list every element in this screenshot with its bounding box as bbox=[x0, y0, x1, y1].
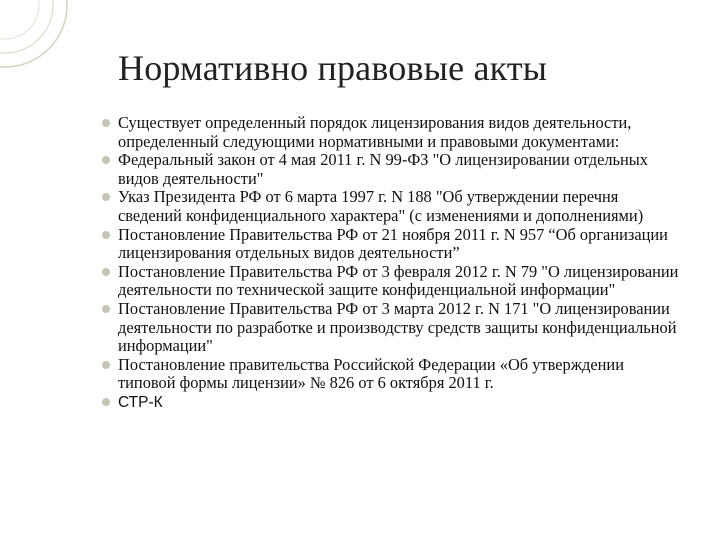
bullet-icon bbox=[102, 156, 110, 164]
bullet-icon bbox=[102, 305, 110, 313]
slide-title: Нормативно правовые акты bbox=[118, 48, 548, 88]
bullet-icon bbox=[102, 193, 110, 201]
bullet-text: Постановление Правительства РФ от 3 марта 2012 г. N 171 "О лицензировании деятельности по разработке и производству средств защиты конфиденциальной информации" bbox=[118, 298, 677, 356]
bullet-text: Постановление Правительства РФ от 3 февраля 2012 г. N 79 "О лицензировании деятельности по технической защите конфиденциальной информации" bbox=[118, 261, 679, 300]
bullet-text: Существует определенный порядок лицензирования видов деятельности, определенный следующими нормативными и правовыми документами: bbox=[118, 113, 632, 151]
bullet-item bbox=[100, 356, 680, 393]
bullet-icon bbox=[102, 119, 110, 127]
deco-ring-mid bbox=[0, 0, 53, 53]
bullet-icon bbox=[102, 268, 110, 276]
bullet-item bbox=[100, 114, 680, 151]
bullet-icon bbox=[102, 398, 110, 406]
bullet-item bbox=[100, 393, 680, 413]
bullet-list bbox=[100, 114, 680, 413]
bullet-text: Постановление правительства Российской Федерации «Об утверждении типовой формы лицензии» № 826 от 6 октября 2011 г. bbox=[118, 354, 624, 393]
bullet-item bbox=[100, 226, 680, 263]
bullet-text: СТР-К bbox=[118, 393, 163, 411]
bullet-item bbox=[100, 188, 680, 225]
deco-ring-outer bbox=[0, 0, 67, 67]
bullet-text: Федеральный закон от 4 мая 2011 г. N 99-ФЗ "О лицензировании отдельных видов деятельности" bbox=[118, 150, 648, 188]
bullet-icon bbox=[102, 231, 110, 239]
bullet-item bbox=[100, 263, 680, 300]
bullet-icon bbox=[102, 361, 110, 369]
bullet-text: Указ Президента РФ от 6 марта 1997 г. N 188 "Об утверждении перечня сведений конфиденциального характера" (с изменениями и дополнениями) bbox=[118, 187, 644, 225]
bullet-item bbox=[100, 151, 680, 188]
deco-ring-inner bbox=[0, 0, 39, 39]
bullet-item bbox=[100, 300, 680, 356]
bullet-text: Постановление Правительства РФ от 21 ноября 2011 г. N 957 “Об организации лицензирования отдельных видов деятельности” bbox=[118, 224, 668, 263]
